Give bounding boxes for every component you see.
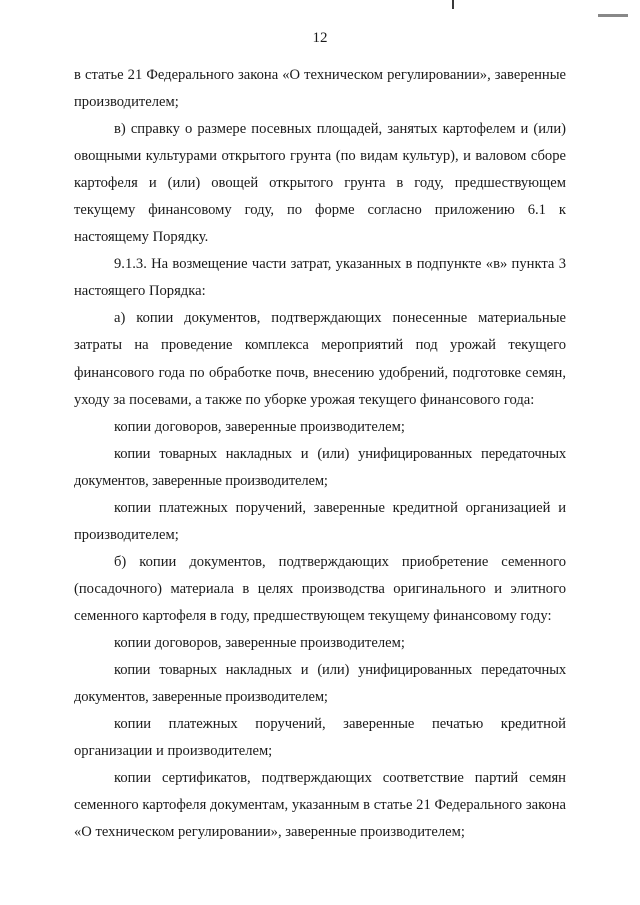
paragraph: в) справку о размере посевных площадей, занятых картофелем и (или) овощными культурами открытого грунта (по видам культур), и валовом сборе картофеля и (или) овощей открытого грунта в году, предшествующем текущему финансовому году, по форме согласно приложению 6.1 к настоящему Порядку.: [74, 121, 566, 246]
document-body: [74, 62, 566, 846]
paragraph: копии платежных поручений, заверенные кредитной организацией и производителем;: [74, 499, 566, 543]
page-number: 12: [312, 30, 328, 46]
paragraph: в статье 21 Федерального закона «О техническом регулировании», заверенные производителем;: [74, 67, 566, 111]
scan-mark-top: [452, 0, 454, 9]
paragraph: копии договоров, заверенные производителем;: [114, 634, 405, 651]
paragraph: копии товарных накладных и (или) унифицированных передаточных документов, заверенные производителем;: [74, 662, 566, 706]
paragraph: копии товарных накладных и (или) унифицированных передаточных документов, заверенные производителем;: [74, 445, 566, 489]
scan-mark-corner: [598, 14, 628, 17]
paragraph: 9.1.3. На возмещение части затрат, указанных в подпункте «в» пункта 3 настоящего Порядка:: [74, 256, 566, 300]
paragraph: б) копии документов, подтверждающих приобретение семенного (посадочного) материала в целях производства оригинального и элитного семенного картофеля в году, предшествующем текущему финансовому году:: [74, 553, 566, 624]
paragraph: копии платежных поручений, заверенные печатью кредитной организации и производителем;: [74, 716, 566, 760]
paragraph: копии сертификатов, подтверждающих соответствие партий семян семенного картофеля документам, указанным в статье 21 Федерального закона «О техническом регулировании», заверенные производителем;: [74, 770, 566, 841]
paragraph: копии договоров, заверенные производителем;: [114, 418, 405, 435]
paragraph: а) копии документов, подтверждающих понесенные материальные затраты на проведение комплекса мероприятий под урожай текущего финансового года по обработке почв, внесению удобрений, подготовке семян, уходу за посевами, а также по уборке урожая текущего финансового года:: [74, 310, 566, 408]
